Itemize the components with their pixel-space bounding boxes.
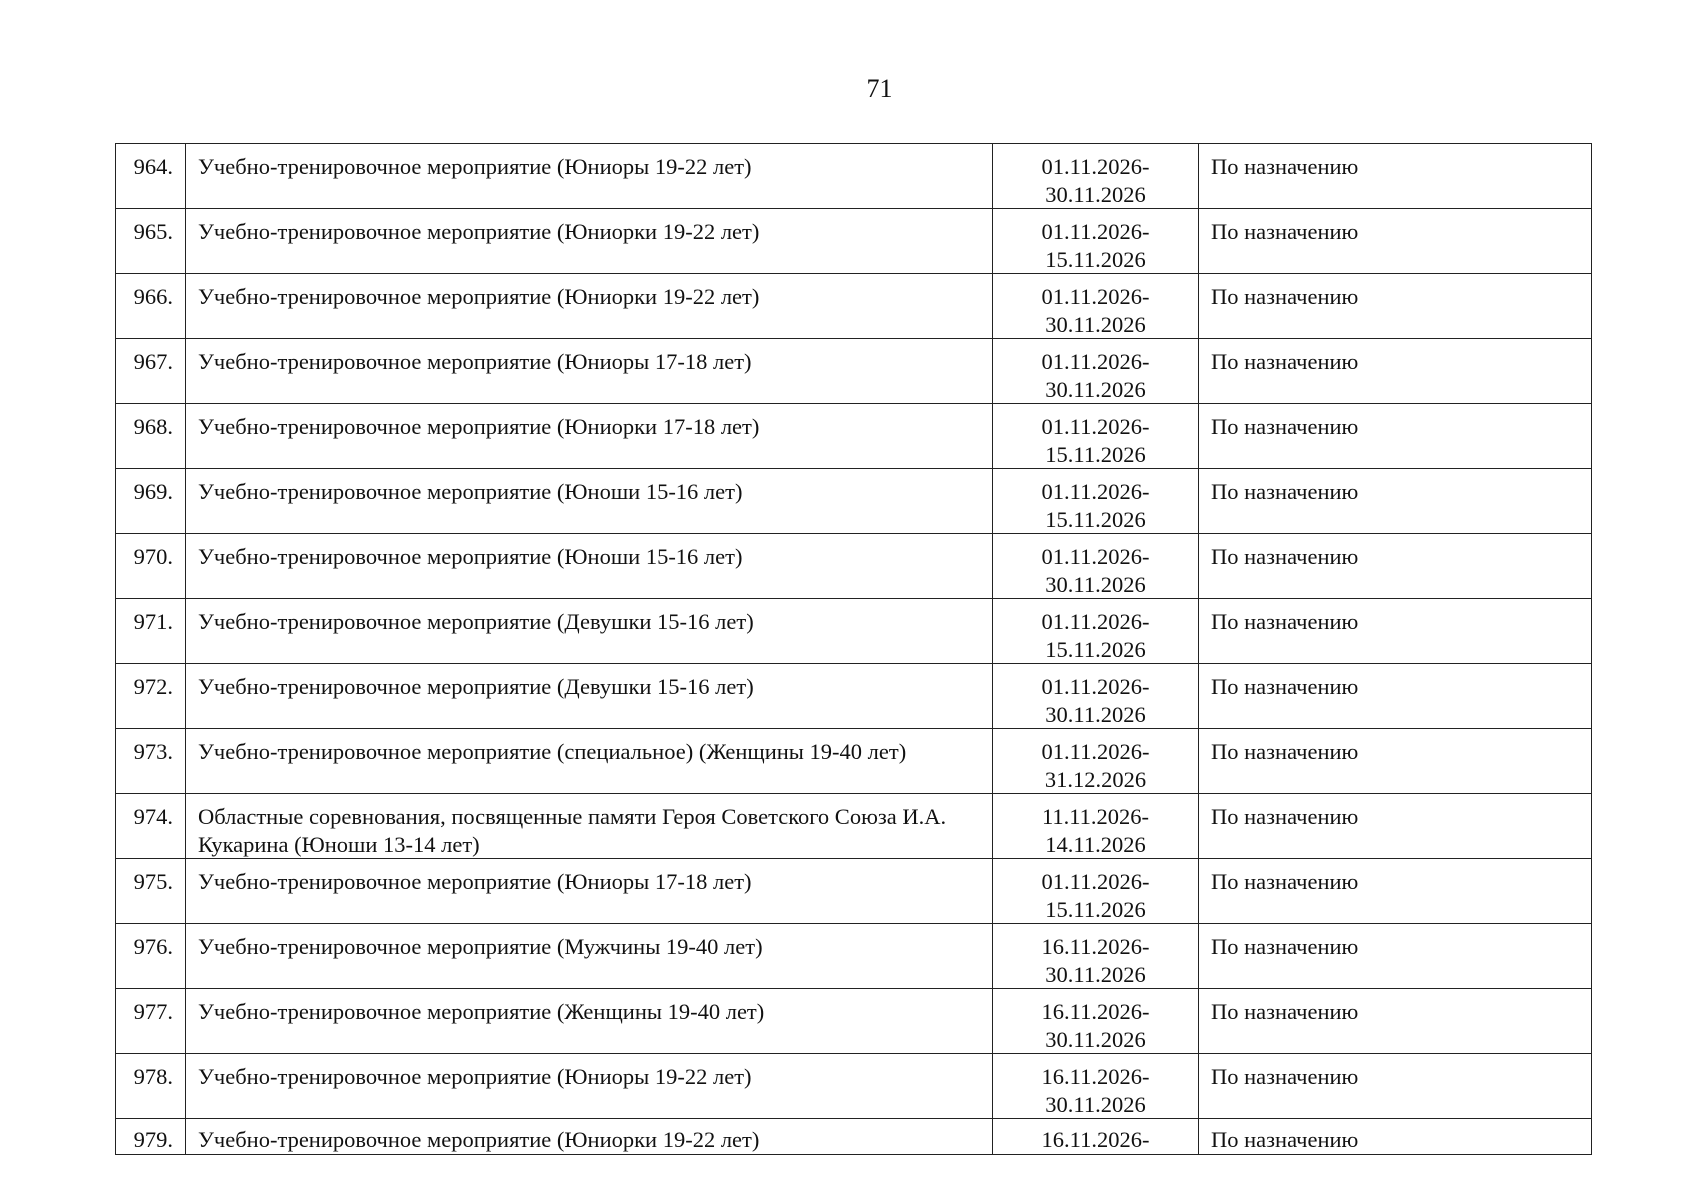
row-number-cell: 979. [116,1119,186,1155]
events-table-body [116,144,1592,1155]
table-row [116,599,1592,664]
table-row [116,1054,1592,1119]
row-number-cell: 973. [116,729,186,794]
event-note-cell: По назначению [1199,209,1592,274]
date-end: 30.11.2026 [1045,1026,1146,1052]
table-row [116,469,1592,534]
table-row [116,989,1592,1054]
table-row [116,274,1592,339]
event-dates-cell [993,794,1199,859]
row-number-cell: 975. [116,859,186,924]
event-name-cell: Учебно-тренировочное мероприятие (Юноши 15-16 лет) [186,534,993,599]
date-end: 15.11.2026 [1045,441,1146,467]
table-row [116,1119,1592,1155]
event-dates-cell [993,404,1199,469]
date-start: 16.11.2026- [1041,934,1150,959]
table-row [116,859,1592,924]
row-number-cell: 977. [116,989,186,1054]
event-note-cell: По назначению [1199,664,1592,729]
event-name-cell: Учебно-тренировочное мероприятие (Юниоры 19-22 лет) [186,144,993,209]
event-note-cell: По назначению [1199,794,1592,859]
event-note-cell: По назначению [1199,469,1592,534]
event-note-cell: По назначению [1199,859,1592,924]
event-name-cell: Учебно-тренировочное мероприятие (Юниорки 19-22 лет) [186,209,993,274]
event-dates-cell [993,924,1199,989]
row-number-cell: 974. [116,794,186,859]
date-start: 16.11.2026- [1041,1127,1150,1152]
event-dates-cell [993,209,1199,274]
row-number-cell: 969. [116,469,186,534]
date-end: 30.11.2026 [1045,961,1146,987]
event-name-cell: Учебно-тренировочное мероприятие (Юниоры 19-22 лет) [186,1054,993,1119]
event-dates-cell [993,144,1199,209]
date-end: 15.11.2026 [1045,506,1146,532]
page-number: 71 [866,74,893,103]
event-note-cell: По назначению [1199,924,1592,989]
row-number-cell: 978. [116,1054,186,1119]
date-start: 01.11.2026- [1041,414,1150,439]
event-note-cell: По назначению [1199,404,1592,469]
event-dates-cell [993,1054,1199,1119]
event-name-cell: Учебно-тренировочное мероприятие (Юноши 15-16 лет) [186,469,993,534]
date-end: 30.11.2026 [1045,181,1146,207]
row-number-cell: 972. [116,664,186,729]
event-name-cell: Областные соревнования, посвященные памяти Героя Советского Союза И.А. Кукарина (Юноши 13-14 лет) [186,794,993,859]
date-end: 30.11.2026 [1045,311,1146,337]
event-dates-cell [993,534,1199,599]
date-start: 01.11.2026- [1041,609,1150,634]
date-end: 15.11.2026 [1045,896,1146,922]
date-start: 01.11.2026- [1041,479,1150,504]
event-note-cell: По назначению [1199,1054,1592,1119]
date-end: 31.12.2026 [1044,766,1147,792]
event-name-cell: Учебно-тренировочное мероприятие (Юниорки 19-22 лет) [186,274,993,339]
event-dates-cell [993,599,1199,664]
event-note-cell: По назначению [1199,339,1592,404]
table-row [116,339,1592,404]
row-number-cell: 971. [116,599,186,664]
event-note-cell: По назначению [1199,274,1592,339]
date-start: 01.11.2026- [1041,154,1150,179]
event-name-cell: Учебно-тренировочное мероприятие (Юниоры 17-18 лет) [186,339,993,404]
date-end: 30.11.2026 [1045,1091,1146,1117]
row-number-cell: 964. [116,144,186,209]
event-note-cell: По назначению [1199,144,1592,209]
event-note-cell: По назначению [1199,534,1592,599]
date-start: 01.11.2026- [1041,544,1150,569]
table-row [116,794,1592,859]
event-dates-cell [993,274,1199,339]
event-name-cell: Учебно-тренировочное мероприятие (Девушки 15-16 лет) [186,664,993,729]
row-number-cell: 967. [116,339,186,404]
date-start: 01.11.2026- [1041,349,1150,374]
event-name-cell: Учебно-тренировочное мероприятие (Юниоры 17-18 лет) [186,859,993,924]
date-start: 01.11.2026- [1041,869,1150,894]
row-number-cell: 968. [116,404,186,469]
event-dates-cell [993,469,1199,534]
event-dates-cell [993,989,1199,1054]
table-row [116,404,1592,469]
table-row [116,924,1592,989]
event-note-cell: По назначению [1199,1119,1592,1155]
event-dates-cell [993,664,1199,729]
event-name-cell: Учебно-тренировочное мероприятие (Мужчины 19-40 лет) [186,924,993,989]
row-number-cell: 965. [116,209,186,274]
events-table [115,143,1592,1155]
event-name-cell: Учебно-тренировочное мероприятие (Юниорки 17-18 лет) [186,404,993,469]
date-start: 01.11.2026- [1041,674,1150,699]
row-number-cell: 970. [116,534,186,599]
event-name-cell: Учебно-тренировочное мероприятие (специальное) (Женщины 19-40 лет) [186,729,993,794]
event-name-cell: Учебно-тренировочное мероприятие (Женщины 19-40 лет) [186,989,993,1054]
date-start: 16.11.2026- [1041,999,1150,1024]
date-end: 30.11.2026 [1045,376,1146,402]
event-note-cell: По назначению [1199,989,1592,1054]
event-dates-cell [993,339,1199,404]
table-row [116,534,1592,599]
event-name-cell: Учебно-тренировочное мероприятие (Девушки 15-16 лет) [186,599,993,664]
table-row [116,144,1592,209]
date-end: 14.11.2026 [1045,831,1146,857]
table-row [116,664,1592,729]
date-start: 01.11.2026- [1041,219,1150,244]
event-dates-cell [993,729,1199,794]
table-row [116,729,1592,794]
date-start: 11.11.2026- [1041,804,1150,829]
event-dates-cell [993,859,1199,924]
date-end: 30.11.2026 [1045,701,1146,727]
row-number-cell: 976. [116,924,186,989]
date-start: 16.11.2026- [1041,1064,1150,1089]
event-note-cell: По назначению [1199,729,1592,794]
date-start: 01.11.2026- [1041,284,1150,309]
date-start: 01.11.2026- [1041,739,1150,764]
date-end: 15.11.2026 [1045,636,1146,662]
date-end: 15.11.2026 [1045,246,1146,272]
date-end: 30.11.2026 [1045,571,1146,597]
row-number-cell: 966. [116,274,186,339]
event-name-cell: Учебно-тренировочное мероприятие (Юниорки 19-22 лет) [186,1119,993,1155]
table-row [116,209,1592,274]
event-dates-cell [993,1119,1199,1155]
event-note-cell: По назначению [1199,599,1592,664]
